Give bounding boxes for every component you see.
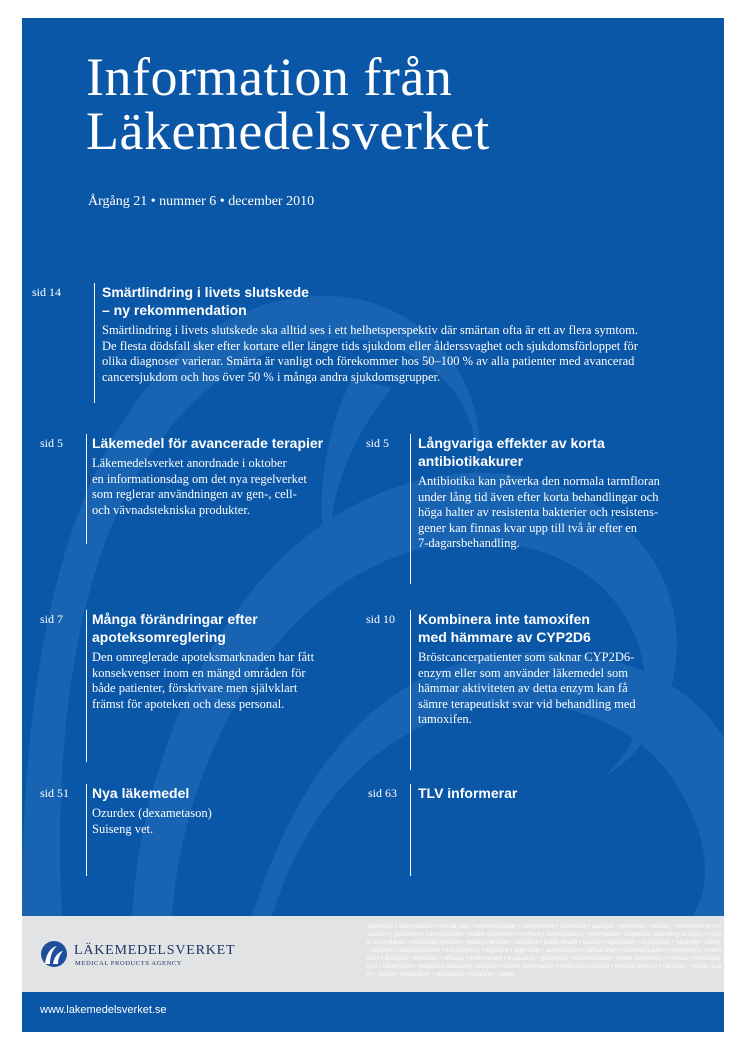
article-body — [92, 784, 362, 837]
article-summary — [92, 650, 362, 712]
page-reference: sid 5 — [366, 436, 390, 450]
summary-line: främst för apoteken och dess personal. — [92, 696, 285, 711]
article-title-line: – ny rekommendation — [102, 302, 247, 318]
keyword-texture: approvals • authorisation • clinical trials • communication • competence • cosmetics • dialogue • directives • efficacy • environment • evaluation • guidelines • harmonisation • health economics • herbals • homeopathics • information • inspection laboratory analysis • market surveillance • medicinal products • medical devices • narcotics • public health • quality • registration • regulations • reliability • safety • scientific • standardisation • transparency • vigilance • approvals • authorisation • clinical trials • communication • competence • cosmetics • dialogue • directives • efficacy • environment • evaluation • guidelines • harmonisation • health economics • herbals • homeopathics • information • inspection laboratory analysis • market surveillance • medicinal products • medical devices • narcotics • public health • quality • registration • regulations • reliability • safety — [367, 924, 722, 978]
summary-line: Suiseng vet. — [92, 821, 154, 836]
page-reference: sid 63 — [368, 786, 398, 800]
article-antibiotikakurer — [366, 434, 716, 584]
issue-info: Årgång 21 • nummer 6 • december 2010 — [88, 194, 315, 209]
summary-line: enzym eller som använder läkemedel som — [418, 665, 628, 680]
article-body — [418, 434, 718, 552]
page-reference: sid 51 — [40, 786, 70, 800]
article-body — [92, 434, 362, 518]
article-title-line: Nya läkemedel — [92, 785, 190, 801]
summary-line: Den omreglerade apoteksmarknaden har fått — [92, 650, 315, 664]
article-rule — [410, 610, 411, 770]
website-link[interactable]: www.lakemedelsverket.se — [40, 1004, 167, 1016]
article-title[interactable] — [92, 610, 362, 646]
article-title[interactable] — [418, 610, 718, 646]
footer-logo-band — [22, 916, 724, 992]
summary-line: Smärtlindring i livets slutskede ska alltid ses i ett helhetsperspektiv där smärtan ofta är ett av flera symtom. — [102, 323, 638, 337]
article-body — [418, 610, 718, 728]
article-avancerade-terapier — [40, 434, 360, 544]
footer-url-band — [22, 992, 724, 1032]
article-summary — [418, 474, 718, 552]
summary-line: både patienter, förskrivare men självklart — [92, 681, 298, 695]
summary-line: Ozurdex (dexametason) — [92, 806, 212, 820]
page-reference: sid 5 — [40, 436, 64, 450]
masthead-title-line: Läkemedelsverket — [86, 101, 490, 161]
summary-line: Läkemedelsverket anordnade i oktober — [92, 456, 287, 470]
page-reference: sid 10 — [366, 612, 396, 626]
agency-logo-icon — [40, 940, 68, 968]
article-title-line: apoteksomreglering — [92, 629, 226, 645]
article-rule — [86, 610, 87, 762]
article-apoteksomreglering — [40, 610, 360, 762]
article-title[interactable] — [102, 283, 712, 319]
article-rule — [410, 434, 411, 584]
summary-line: gener kan finnas kvar upp till två år efter en — [418, 520, 638, 535]
article-title-line: TLV informerar — [418, 785, 518, 801]
article-tamoxifen — [366, 610, 716, 770]
cover — [22, 18, 724, 916]
article-title[interactable] — [418, 784, 718, 802]
article-body — [418, 784, 718, 802]
summary-line: olika diagnoser varierar. Smärta är vanligt och förekommer hos 50–100 % av alla patienter med avancerad — [102, 354, 635, 368]
article-body — [102, 283, 712, 385]
article-body — [92, 610, 362, 712]
summary-line: som reglerar användningen av gen-, cell- — [92, 487, 297, 501]
article-summary — [418, 650, 718, 728]
agency-subtitle: MEDICAL PRODUCTS AGENCY — [75, 960, 183, 967]
summary-line: höga halter av resistenta bakterier och resistens- — [418, 505, 659, 519]
masthead-title — [86, 47, 490, 161]
summary-line: under lång tid även efter korta behandlingar och — [418, 489, 659, 504]
article-title-line: antibiotikakurer — [418, 453, 524, 469]
article-title[interactable] — [418, 434, 718, 470]
article-title[interactable] — [92, 784, 362, 802]
article-summary — [92, 456, 362, 518]
article-rule — [86, 784, 87, 876]
article-summary — [102, 323, 712, 385]
page-reference: sid 14 — [32, 285, 62, 299]
article-rule — [86, 434, 87, 544]
summary-line: cancersjukdom och hos över 50 % i många andra sjukdomsgrupper. — [102, 369, 441, 384]
summary-line: en informationsdag om det nya regelverket — [92, 471, 307, 486]
masthead-title-line: Information från — [86, 47, 453, 107]
article-title-line: Smärtlindring i livets slutskede — [102, 284, 309, 300]
summary-line: konsekvenser inom en mängd områden för — [92, 665, 306, 680]
article-smartlindring — [32, 283, 712, 403]
summary-line: Antibiotika kan påverka den normala tarmfloran — [418, 474, 660, 488]
summary-line: 7-dagarsbehandling. — [418, 536, 520, 550]
article-nya-lakemedel — [40, 784, 360, 876]
article-title-line: med hämmare av CYP2D6 — [418, 629, 591, 645]
summary-line: sämre terapeutiskt svar vid behandling med — [418, 696, 636, 711]
article-rule — [410, 784, 411, 876]
article-tlv-informerar — [368, 784, 718, 876]
article-summary — [92, 806, 362, 837]
article-title-line: Läkemedel för avancerade terapier — [92, 435, 324, 451]
agency-name: LÄKEMEDELSVERKET — [74, 943, 236, 958]
summary-line: tamoxifen. — [418, 712, 472, 726]
summary-line: och vävnadstekniska produkter. — [92, 502, 250, 517]
summary-line: hämmar aktiviteten av detta enzym kan få — [418, 681, 628, 695]
summary-line: Bröstcancerpatienter som saknar CYP2D6- — [418, 650, 635, 664]
article-rule — [94, 283, 95, 403]
article-title[interactable] — [92, 434, 362, 452]
summary-line: De flesta dödsfall sker efter kortare eller längre tids sjukdom eller ålderssvaghet och sjukdomsförloppet för — [102, 338, 638, 353]
article-title-line: Långvariga effekter av korta — [418, 435, 605, 451]
article-title-line: Kombinera inte tamoxifen — [418, 611, 590, 627]
page-reference: sid 7 — [40, 612, 64, 626]
article-title-line: Många förändringar efter — [92, 611, 258, 627]
